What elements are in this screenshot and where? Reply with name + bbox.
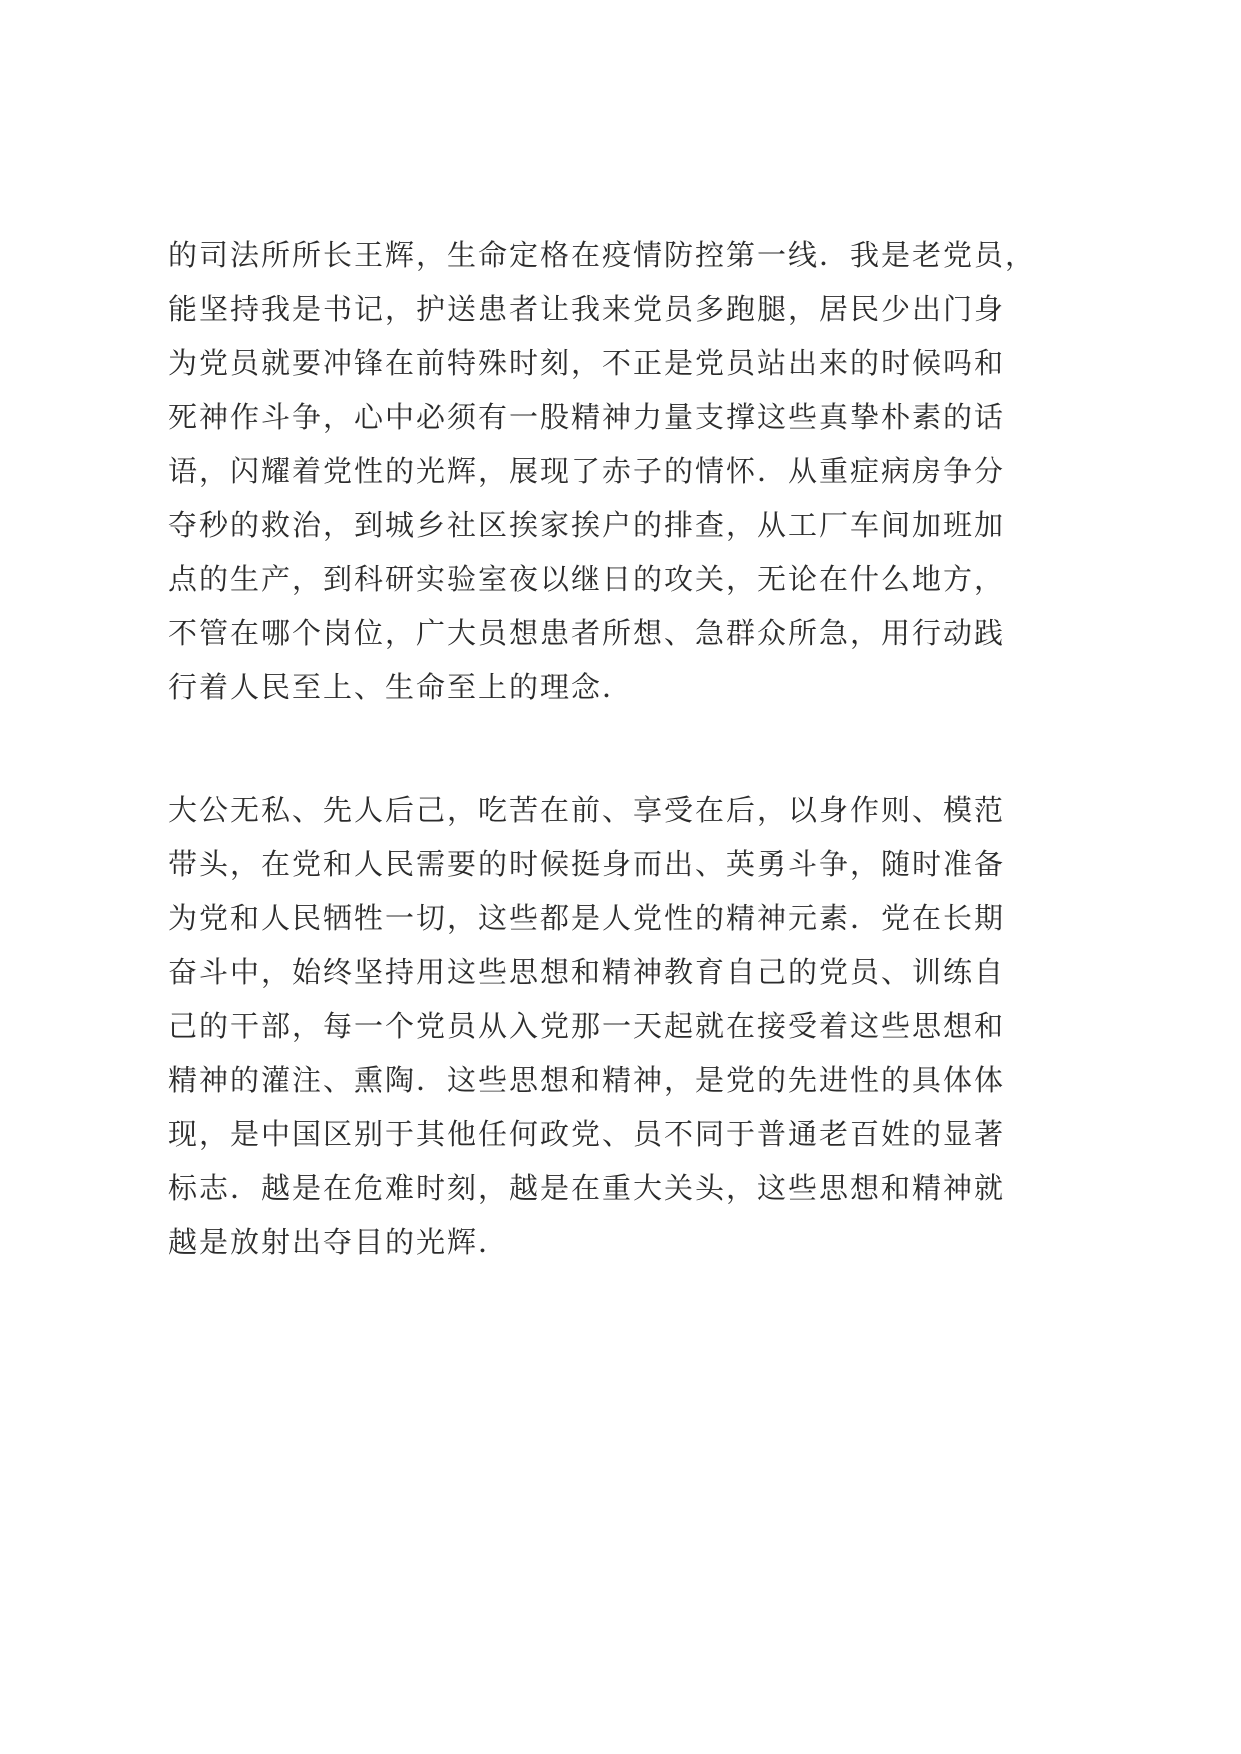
- paragraph-line: 己的干部，每一个党员从入党那一天起就在接受着这些思想和: [168, 1009, 1006, 1043]
- paragraph-line: 不管在哪个岗位，广大员想患者所想、急群众所急，用行动践: [168, 616, 1006, 650]
- paragraph-line: 越是放射出夺目的光辉．: [168, 1225, 510, 1259]
- paragraph-line: 标志．越是在危难时刻，越是在重大关头，这些思想和精神就: [168, 1171, 1006, 1205]
- paragraph-line: 带头，在党和人民需要的时候挺身而出、英勇斗争，随时准备: [168, 847, 1006, 881]
- paragraph-line: 点的生产，到科研实验室夜以继日的攻关，无论在什么地方，: [168, 562, 1006, 596]
- paragraph-line: 能坚持我是书记，护送患者让我来党员多跑腿，居民少出门身: [168, 292, 1006, 326]
- paragraph-line: 大公无私、先人后己，吃苦在前、享受在后，以身作则、模范: [168, 793, 1006, 827]
- paragraph-line: 夺秒的救治，到城乡社区挨家挨户的排查，从工厂车间加班加: [168, 508, 1006, 542]
- paragraph-line: 死神作斗争，心中必须有一股精神力量支撑这些真挚朴素的话: [168, 400, 1006, 434]
- paragraph-line: 为党和人民牺牲一切，这些都是人党性的精神元素．党在长期: [168, 901, 1006, 935]
- paragraph-2: [168, 783, 1078, 1269]
- paragraph-line: 语，闪耀着党性的光辉，展现了赤子的情怀．从重症病房争分: [168, 454, 1006, 488]
- paragraph-line: 为党员就要冲锋在前特殊时刻，不正是党员站出来的时候吗和: [168, 346, 1006, 380]
- paragraph-line: 奋斗中，始终坚持用这些思想和精神教育自己的党员、训练自: [168, 955, 1006, 989]
- paragraph-line: 精神的灌注、熏陶．这些思想和精神，是党的先进性的具体体: [168, 1063, 1006, 1097]
- paragraph-1: [168, 228, 1078, 714]
- paragraph-line: 现，是中国区别于其他任何政党、员不同于普通老百姓的显著: [168, 1117, 1006, 1151]
- paragraph-line: 行着人民至上、生命至上的理念．: [168, 670, 634, 704]
- paragraph-line: 的司法所所长王辉，生命定格在疫情防控第一线．我是老党员，: [168, 238, 1037, 272]
